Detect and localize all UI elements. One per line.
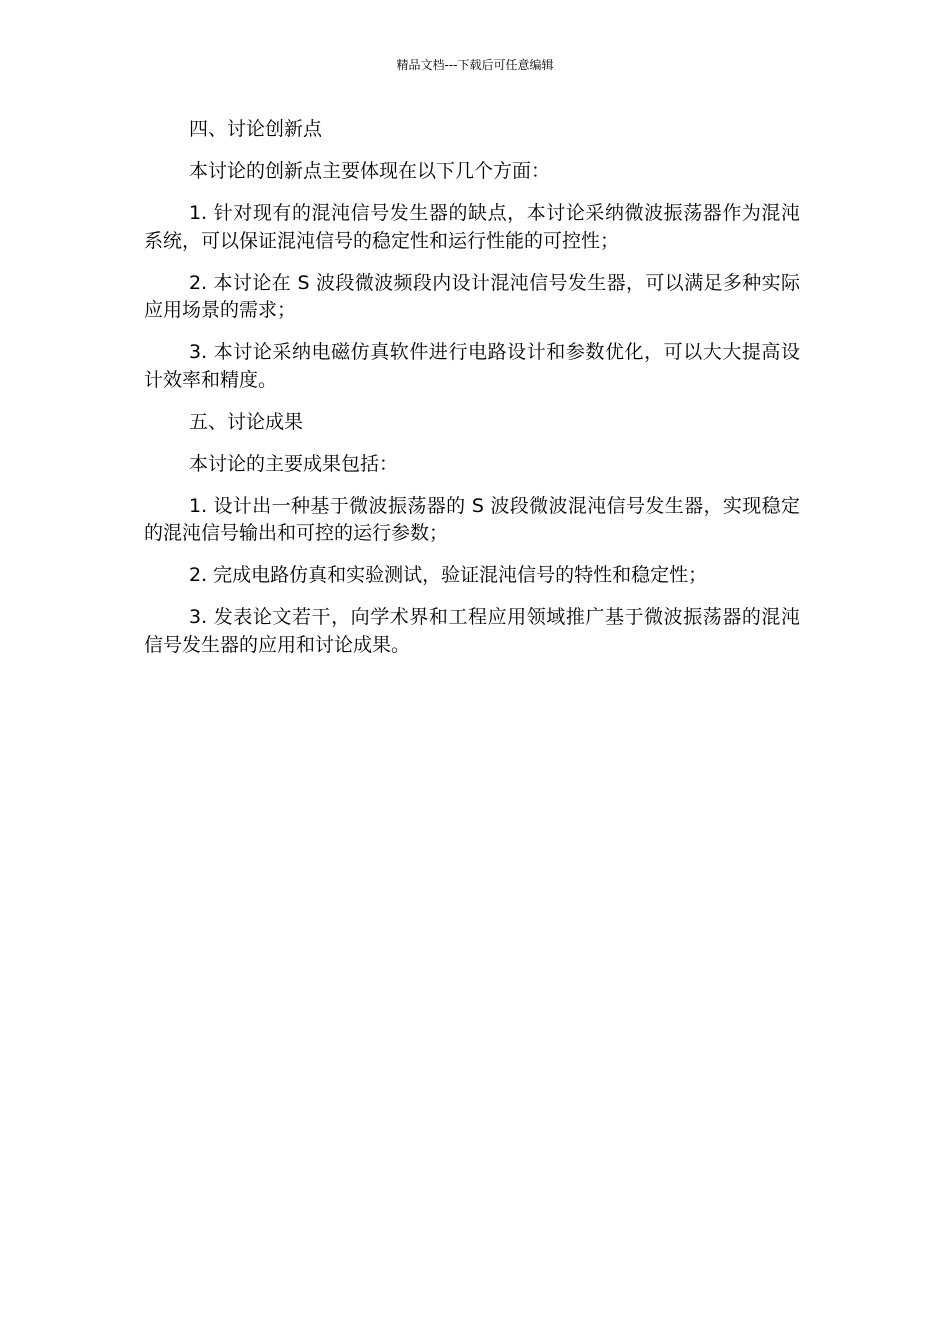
document-body <box>144 116 800 674</box>
innovation-item-2: 2. 本讨论在 S 波段微波频段内设计混沌信号发生器，可以满足多种实际应用场景的需求； <box>144 271 800 321</box>
results-item-1: 1. 设计出一种基于微波振荡器的 S 波段微波混沌信号发生器，实现稳定的混沌信号输出和可控的运行参数； <box>144 494 800 544</box>
innovation-item-1: 1. 针对现有的混沌信号发生器的缺点，本讨论采纳微波振荡器作为混沌系统，可以保证混沌信号的稳定性和运行性能的可控性； <box>144 202 800 252</box>
results-item-3: 3. 发表论文若干，向学术界和工程应用领域推广基于微波振荡器的混沌信号发生器的应用和讨论成果。 <box>144 606 800 656</box>
innovation-item-3: 3. 本讨论采纳电磁仿真软件进行电路设计和参数优化，可以大大提高设计效率和精度。 <box>144 341 800 391</box>
results-item-2: 2. 完成电路仿真和实验测试，验证混沌信号的特性和稳定性； <box>189 564 708 586</box>
section-heading-innovation: 四、讨论创新点 <box>189 118 323 140</box>
page-header: 精品文档---下载后可任意编辑 <box>396 58 554 72</box>
section-heading-results: 五、讨论成果 <box>189 410 304 433</box>
innovation-intro: 本讨论的创新点主要体现在以下几个方面： <box>189 160 551 182</box>
results-intro: 本讨论的主要成果包括： <box>189 452 399 475</box>
